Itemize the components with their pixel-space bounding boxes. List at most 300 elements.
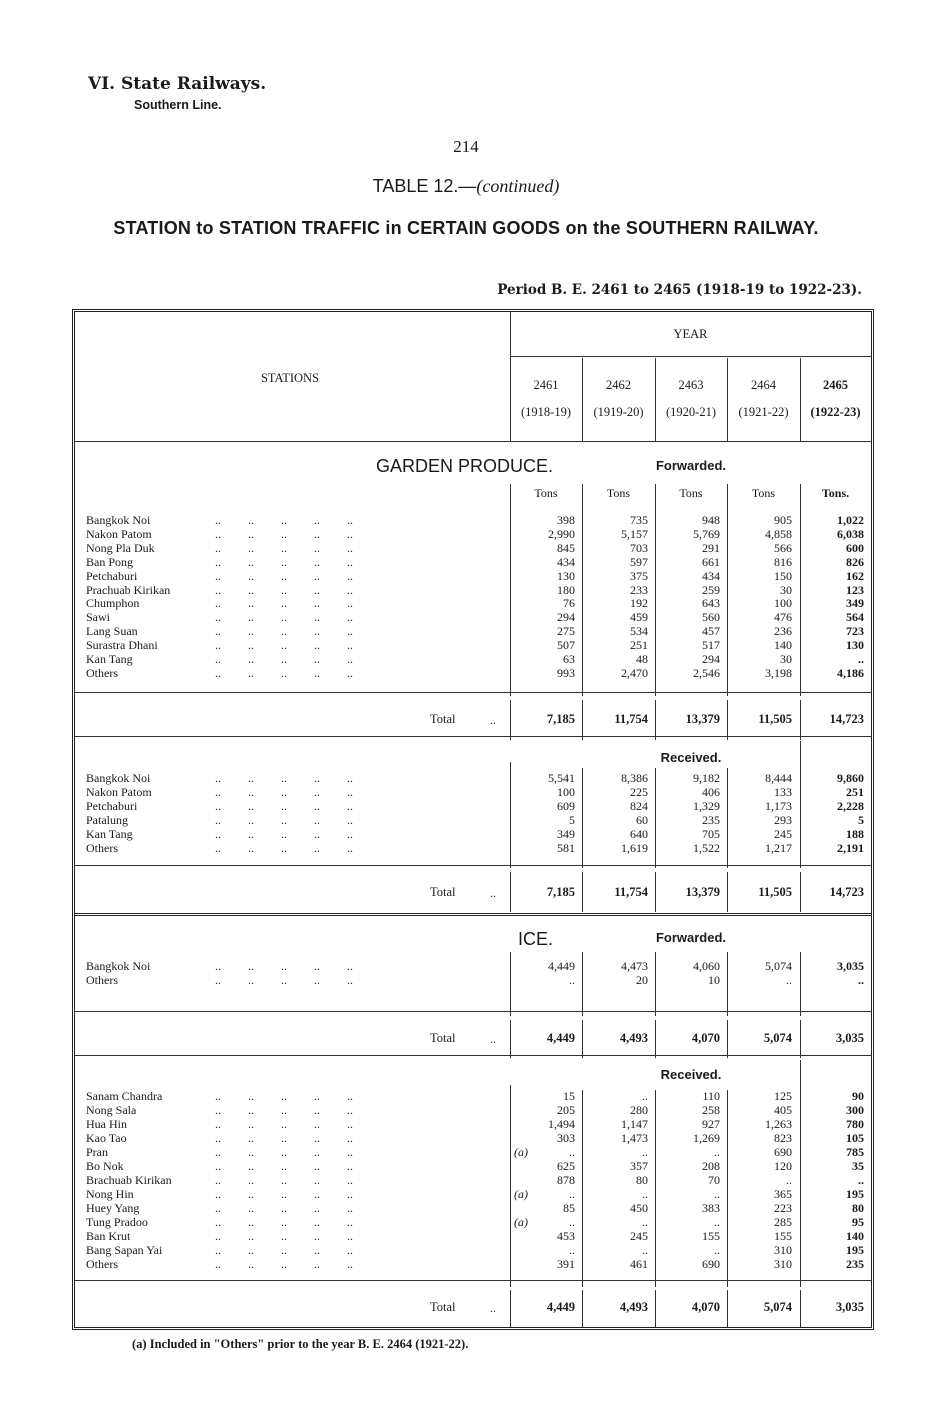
- cell-value: ..: [642, 1187, 648, 1201]
- cell-value: 123: [846, 582, 864, 597]
- station-name: Bo Nok: [86, 1159, 124, 1173]
- cell-value: ..: [858, 1173, 864, 1187]
- station-name: Chumphon: [86, 596, 140, 611]
- leader-dots: .. .. .. .. ..: [215, 1145, 353, 1159]
- column-divider: [800, 872, 801, 912]
- total-value: 5,074: [763, 1300, 792, 1314]
- cell-value: 85: [563, 1201, 575, 1215]
- column-divider: [510, 484, 511, 696]
- cell-value: 690: [702, 1257, 720, 1271]
- column-divider: [655, 768, 656, 868]
- leader-dots: .. .. .. .. ..: [215, 841, 353, 855]
- column-divider: [727, 768, 728, 868]
- total-value: 3,035: [835, 1300, 864, 1314]
- column-divider: [800, 484, 801, 696]
- cell-value: 140: [774, 638, 792, 653]
- year-2462: 2462: [606, 378, 631, 392]
- section-title-garden: GARDEN PRODUCE.: [375, 456, 553, 476]
- cell-value: 5,074: [765, 959, 792, 973]
- cell-value: 35: [852, 1159, 864, 1173]
- cell-value: 5,541: [548, 771, 575, 785]
- total-value: 5,074: [763, 1031, 792, 1045]
- station-name: Bangkok Noi: [86, 513, 151, 527]
- leader-dots: ..: [490, 713, 496, 727]
- cell-value: 1,522: [693, 841, 720, 855]
- total-value: 4,493: [619, 1031, 648, 1045]
- cell-value: ..: [642, 1215, 648, 1229]
- total-value: 3,035: [835, 1031, 864, 1045]
- column-divider: [655, 952, 656, 1016]
- cell-value: 133: [774, 785, 792, 799]
- period-label: Period B. E. 2461 to 2465 (1918-19 to 1922-23).: [497, 282, 862, 298]
- column-divider: [727, 700, 728, 740]
- leader-dots: .. .. .. .. ..: [215, 1201, 353, 1215]
- column-divider: [655, 1290, 656, 1327]
- cell-value: 259: [702, 582, 720, 597]
- column-divider: [510, 1020, 511, 1058]
- cell-value: 9,860: [837, 771, 864, 785]
- column-divider: [727, 952, 728, 1016]
- column-divider: [510, 872, 511, 912]
- leader-dots: .. .. .. .. ..: [215, 799, 353, 813]
- cell-value: 948: [702, 513, 720, 527]
- station-name: Bang Sapan Yai: [86, 1243, 163, 1257]
- cell-value: 5: [569, 813, 575, 827]
- column-divider: [582, 700, 583, 740]
- cell-value: 2,228: [837, 799, 864, 813]
- table-number: TABLE 12.—: [372, 176, 477, 196]
- cell-value: 640: [630, 827, 648, 841]
- cell-value: 235: [702, 813, 720, 827]
- cell-value: 434: [702, 568, 720, 583]
- cell-value: 233: [630, 582, 648, 597]
- station-name: Hua Hin: [86, 1117, 127, 1131]
- cell-value: 9,182: [693, 771, 720, 785]
- column-divider: [655, 484, 656, 696]
- cell-value: 100: [557, 785, 575, 799]
- cell-value: 5,769: [693, 526, 720, 541]
- cell-value: 80: [852, 1201, 864, 1215]
- station-name: Others: [86, 665, 118, 680]
- column-divider: [655, 1090, 656, 1287]
- cell-value: 824: [630, 799, 648, 813]
- cell-value: ..: [569, 1215, 575, 1229]
- unit-label: Tons: [534, 486, 558, 500]
- cell-value: ..: [569, 1243, 575, 1257]
- station-name: Kan Tang: [86, 652, 133, 666]
- leader-dots: .. .. .. .. ..: [215, 624, 353, 639]
- rule-line: [75, 736, 871, 737]
- cell-value: 517: [702, 638, 720, 653]
- year-range-2464: (1921-22): [738, 405, 789, 419]
- cell-value: ..: [569, 1187, 575, 1201]
- cell-value: 1,619: [621, 841, 648, 855]
- total-value: 11,505: [758, 885, 792, 899]
- cell-value: 1,147: [621, 1117, 648, 1131]
- leader-dots: .. .. .. .. ..: [215, 1229, 353, 1243]
- leader-dots: .. .. .. .. ..: [215, 813, 353, 827]
- cell-value: 300: [846, 1103, 864, 1117]
- leader-dots: .. .. .. .. ..: [215, 771, 353, 785]
- cell-value: 192: [630, 596, 648, 611]
- cell-value: 398: [557, 513, 575, 527]
- cell-value: 476: [774, 610, 792, 625]
- received-label-ice: Received.: [660, 1067, 722, 1082]
- cell-value: 357: [630, 1159, 648, 1173]
- cell-value: 130: [557, 568, 575, 583]
- cell-value: 8,386: [621, 771, 648, 785]
- year-2461: 2461: [533, 378, 559, 392]
- cell-value: 30: [780, 652, 792, 666]
- table-label: [0, 176, 932, 197]
- column-divider: [655, 872, 656, 912]
- leader-dots: .. .. .. .. ..: [215, 1215, 353, 1229]
- leader-dots: .. .. .. .. ..: [215, 973, 353, 987]
- station-name: Ban Pong: [86, 554, 134, 569]
- cell-value: 236: [774, 624, 792, 639]
- cell-value: 63: [563, 652, 575, 666]
- column-divider: [582, 1290, 583, 1327]
- station-name: Others: [86, 841, 118, 855]
- cell-value: 349: [846, 596, 864, 611]
- cell-value: ..: [786, 1173, 792, 1187]
- column-divider: [655, 358, 656, 441]
- total-value: 11,754: [614, 885, 648, 899]
- page-number: 214: [453, 137, 479, 156]
- column-divider: [510, 952, 511, 1016]
- column-divider: [800, 700, 801, 740]
- leader-dots: .. .. .. .. ..: [215, 827, 353, 841]
- cell-value: 4,449: [548, 959, 575, 973]
- cell-value: 927: [702, 1117, 720, 1131]
- column-divider: [510, 1290, 511, 1327]
- cell-value: 180: [557, 582, 575, 597]
- cell-value: 2,990: [548, 526, 575, 541]
- column-divider: [800, 1290, 801, 1327]
- leader-dots: .. .. .. .. ..: [215, 1173, 353, 1187]
- rule-line: [510, 356, 871, 357]
- total-value: 11,754: [614, 712, 648, 726]
- column-divider: [582, 768, 583, 868]
- year-header: YEAR: [673, 327, 708, 341]
- cell-value: 661: [702, 554, 720, 569]
- station-name: Nong Hin: [86, 1187, 134, 1201]
- cell-value: 100: [774, 596, 792, 611]
- cell-value: 5: [858, 813, 864, 827]
- cell-value: 10: [708, 973, 720, 987]
- year-range-2462: (1919-20): [593, 405, 644, 419]
- cell-value: 349: [557, 827, 575, 841]
- cell-value: ..: [569, 1145, 575, 1159]
- unit-label: Tons: [679, 486, 703, 500]
- cell-value: 3,035: [837, 959, 864, 973]
- cell-value: 1,022: [837, 513, 864, 527]
- cell-value: 125: [774, 1089, 792, 1103]
- station-name: Bangkok Noi: [86, 959, 151, 973]
- cell-value: 1,494: [548, 1117, 575, 1131]
- year-2464: 2464: [751, 378, 776, 392]
- cell-value: 566: [774, 540, 792, 555]
- total-value: 14,723: [829, 712, 864, 726]
- cell-value: 780: [846, 1117, 864, 1131]
- cell-value: 643: [702, 596, 720, 611]
- leader-dots: .. .. .. .. ..: [215, 1117, 353, 1131]
- cell-value: 8,444: [765, 771, 792, 785]
- section-heading: VI. State Railways.: [88, 74, 267, 94]
- column-divider: [582, 358, 583, 441]
- station-name: Pran: [86, 1145, 108, 1159]
- cell-value: 310: [774, 1243, 792, 1257]
- unit-label: Tons: [751, 486, 776, 500]
- column-divider: [727, 1020, 728, 1058]
- leader-dots: ..: [490, 1301, 496, 1315]
- cell-value: 251: [846, 785, 864, 799]
- cell-value: 4,473: [621, 959, 648, 973]
- station-name: Prachuab Kirikan: [86, 582, 171, 597]
- cell-value: 4,858: [765, 526, 792, 541]
- total-value: 14,723: [829, 885, 864, 899]
- cell-value: 705: [702, 827, 720, 841]
- cell-value: ..: [642, 1243, 648, 1257]
- leader-dots: .. .. .. .. ..: [215, 1243, 353, 1257]
- leader-dots: .. .. .. .. ..: [215, 665, 353, 680]
- cell-value: 30: [780, 582, 792, 597]
- total-value: 4,449: [546, 1031, 575, 1045]
- cell-value: 1,269: [693, 1131, 720, 1145]
- leader-dots: .. .. .. .. ..: [215, 1131, 353, 1145]
- leader-dots: ..: [490, 886, 496, 900]
- cell-value: 406: [702, 785, 720, 799]
- cell-value: ..: [714, 1187, 720, 1201]
- cell-value: 120: [774, 1159, 792, 1173]
- station-name: Patalung: [86, 813, 128, 827]
- cell-value: 564: [846, 610, 864, 625]
- leader-dots: .. .. .. .. ..: [215, 610, 353, 625]
- line-subheading: Southern Line.: [134, 98, 222, 112]
- total-value: 13,379: [685, 712, 720, 726]
- year-range-2465: (1922-23): [810, 405, 861, 419]
- rule-line: [75, 865, 871, 866]
- cell-value: ..: [714, 1215, 720, 1229]
- cell-value: 1,329: [693, 799, 720, 813]
- cell-value: ..: [569, 973, 575, 987]
- cell-value: 365: [774, 1187, 792, 1201]
- rule-line: [75, 692, 871, 693]
- cell-value: 600: [846, 540, 864, 555]
- cell-value: 294: [702, 652, 720, 666]
- year-range-2463: (1920-21): [666, 405, 716, 419]
- cell-value: ..: [714, 1145, 720, 1159]
- cell-value: 285: [774, 1215, 792, 1229]
- cell-value: 826: [846, 554, 864, 569]
- cell-value: 205: [557, 1103, 575, 1117]
- total-value: 4,070: [691, 1300, 720, 1314]
- cell-value: 60: [636, 813, 648, 827]
- forwarded-label-ice: Forwarded.: [655, 930, 727, 945]
- total-value: 13,379: [685, 885, 720, 899]
- year-2463: 2463: [678, 378, 704, 392]
- cell-value: 155: [774, 1229, 792, 1243]
- cell-value: 723: [846, 624, 864, 639]
- column-divider: [800, 952, 801, 1016]
- column-divider: [727, 1090, 728, 1287]
- station-name: Nong Pla Duk: [86, 540, 155, 555]
- leader-dots: .. .. .. .. ..: [215, 513, 353, 527]
- leader-dots: ..: [490, 1032, 496, 1046]
- cell-value: 140: [846, 1229, 864, 1243]
- cell-value: 110: [702, 1089, 720, 1103]
- leader-dots: .. .. .. .. ..: [215, 540, 353, 555]
- station-name: Brachuab Kirikan: [86, 1173, 172, 1187]
- footnote: (a) Included in "Others" prior to the year B. E. 2464 (1921-22).: [132, 1337, 469, 1351]
- cell-value: 625: [557, 1159, 575, 1173]
- cell-value: ..: [642, 1089, 648, 1103]
- cell-value: 70: [708, 1173, 720, 1187]
- leader-dots: .. .. .. .. ..: [215, 568, 353, 583]
- total-label: Total: [430, 885, 456, 899]
- cell-value: 823: [774, 1131, 792, 1145]
- column-divider: [800, 358, 801, 441]
- cell-value: 293: [774, 813, 792, 827]
- leader-dots: .. .. .. .. ..: [215, 1159, 353, 1173]
- cell-value: ..: [858, 973, 864, 987]
- cell-value: 461: [630, 1257, 648, 1271]
- cell-value: 375: [630, 568, 648, 583]
- leader-dots: .. .. .. .. ..: [215, 1103, 353, 1117]
- cell-value: 457: [702, 624, 720, 639]
- rule-line: [75, 441, 871, 442]
- station-name: Nakon Patom: [86, 785, 152, 799]
- leader-dots: .. .. .. .. ..: [215, 1187, 353, 1201]
- leader-dots: .. .. .. .. ..: [215, 652, 353, 666]
- cell-value: 459: [630, 610, 648, 625]
- leader-dots: .. .. .. .. ..: [215, 1089, 353, 1103]
- cell-value: 235: [846, 1257, 864, 1271]
- cell-value: 1,263: [765, 1117, 792, 1131]
- cell-value: 383: [702, 1201, 720, 1215]
- station-name: Bangkok Noi: [86, 771, 151, 785]
- cell-value: 4,060: [693, 959, 720, 973]
- column-divider: [655, 1020, 656, 1058]
- column-divider: [582, 1020, 583, 1058]
- cell-value: 2,470: [621, 665, 648, 680]
- column-divider: [800, 1020, 801, 1058]
- column-divider: [582, 872, 583, 912]
- cell-value: 450: [630, 1201, 648, 1215]
- cell-value: ..: [642, 1145, 648, 1159]
- cell-value: 223: [774, 1201, 792, 1215]
- cell-value: 1,173: [765, 799, 792, 813]
- cell-value: 735: [630, 513, 648, 527]
- total-value: 7,185: [546, 712, 575, 726]
- cell-value: 20: [636, 973, 648, 987]
- total-value: 7,185: [546, 885, 575, 899]
- cell-value: 507: [557, 638, 575, 653]
- stations-header: STATIONS: [260, 371, 320, 385]
- station-name: Nong Sala: [86, 1103, 137, 1117]
- cell-value: 597: [630, 554, 648, 569]
- station-name: Others: [86, 973, 118, 987]
- station-name: Lang Suan: [86, 624, 138, 639]
- cell-value: 5,157: [621, 526, 648, 541]
- forwarded-label-garden: Forwarded.: [655, 458, 727, 473]
- cell-value: 245: [774, 827, 792, 841]
- column-divider: [727, 484, 728, 696]
- total-value: 4,449: [546, 1300, 575, 1314]
- station-name: Sawi: [86, 610, 110, 625]
- total-label: Total: [430, 1300, 456, 1314]
- cell-value: 581: [557, 841, 575, 855]
- cell-value: 1,217: [765, 841, 792, 855]
- cell-value: 48: [636, 652, 648, 666]
- leader-dots: .. .. .. .. ..: [215, 526, 353, 541]
- cell-value: 280: [630, 1103, 648, 1117]
- cell-value: 785: [846, 1145, 864, 1159]
- cell-value: 703: [630, 540, 648, 555]
- cell-value: 291: [702, 540, 720, 555]
- leader-dots: .. .. .. .. ..: [215, 638, 353, 653]
- cell-value: 225: [630, 785, 648, 799]
- cell-value: 245: [630, 1229, 648, 1243]
- column-divider: [510, 700, 511, 740]
- station-name: Sanam Chandra: [86, 1089, 163, 1103]
- column-divider: [800, 1060, 801, 1287]
- cell-value: 275: [557, 624, 575, 639]
- column-divider: [655, 700, 656, 740]
- year-range-2461: (1918-19): [521, 405, 571, 419]
- unit-label: Tons: [606, 486, 631, 500]
- station-name: Ban Krut: [86, 1229, 131, 1243]
- column-divider: [510, 312, 511, 441]
- cell-value: 434: [557, 554, 575, 569]
- cell-value: 878: [557, 1173, 575, 1187]
- cell-value: 310: [774, 1257, 792, 1271]
- total-label: Total: [430, 712, 456, 726]
- footnote-marker: (a): [514, 1215, 528, 1229]
- cell-value: 90: [852, 1089, 864, 1103]
- column-divider: [727, 358, 728, 441]
- station-name: Petchaburi: [86, 568, 138, 583]
- total-value: 4,070: [691, 1031, 720, 1045]
- cell-value: 303: [557, 1131, 575, 1145]
- cell-value: 162: [846, 568, 864, 583]
- cell-value: 155: [702, 1229, 720, 1243]
- cell-value: 105: [846, 1131, 864, 1145]
- cell-value: 130: [846, 638, 864, 653]
- footnote-marker: (a): [514, 1187, 528, 1201]
- leader-dots: .. .. .. .. ..: [215, 554, 353, 569]
- cell-value: 188: [846, 827, 864, 841]
- station-name: Petchaburi: [86, 799, 138, 813]
- column-divider: [582, 1090, 583, 1287]
- cell-value: 2,191: [837, 841, 864, 855]
- cell-value: 3,198: [765, 665, 792, 680]
- cell-value: ..: [858, 652, 864, 666]
- cell-value: ..: [714, 1243, 720, 1257]
- column-divider: [727, 872, 728, 912]
- cell-value: 258: [702, 1103, 720, 1117]
- cell-value: 1,473: [621, 1131, 648, 1145]
- column-divider: [727, 1290, 728, 1327]
- cell-value: 208: [702, 1159, 720, 1173]
- column-divider: [582, 952, 583, 1016]
- station-name: Others: [86, 1257, 118, 1271]
- cell-value: 195: [846, 1187, 864, 1201]
- cell-value: 405: [774, 1103, 792, 1117]
- cell-value: 80: [636, 1173, 648, 1187]
- leader-dots: .. .. .. .. ..: [215, 582, 353, 597]
- rule-line: [75, 1055, 871, 1056]
